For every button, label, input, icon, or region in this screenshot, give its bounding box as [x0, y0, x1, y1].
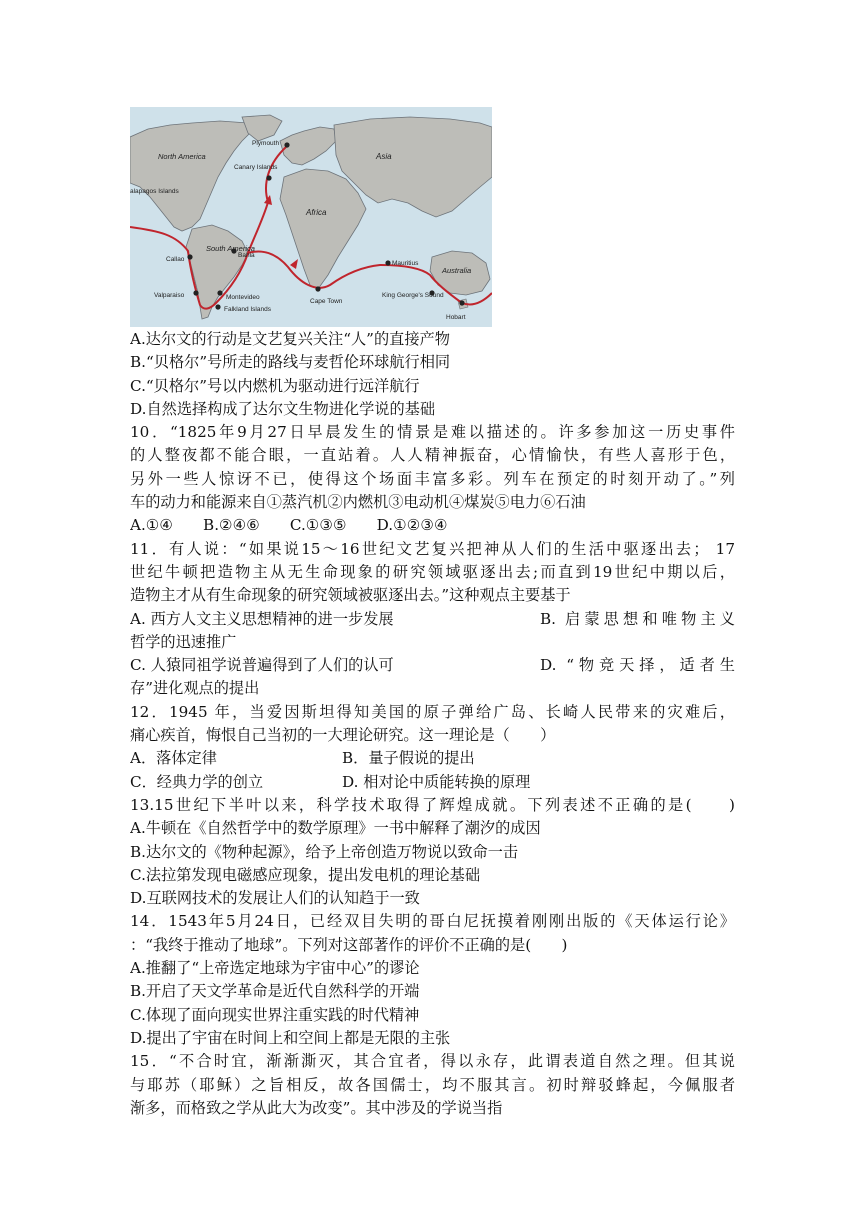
- stop-mauritius: [385, 260, 390, 265]
- q11-stem-line: 世纪牛顿把造物主从无生命现象的研究领域驱逐出去;而直到19世纪中期以后，: [130, 562, 735, 581]
- stop-hobart: [459, 300, 464, 305]
- label-montevideo: Montevideo: [226, 294, 260, 301]
- q9-option-d: D.自然选择构成了达尔文生物进化学说的基础: [130, 399, 436, 418]
- q15-stem-line: 与耶苏（耶稣）之旨相反，故各国儒士，均不服其言。初时辩驳蜂起，今佩服者: [130, 1075, 735, 1094]
- q11-options-row: [130, 608, 735, 631]
- label-valparaiso: Valparaiso: [154, 292, 185, 299]
- q13-option-d: D.互联网技术的发展让人们的认知趋于一致: [130, 889, 420, 908]
- q12-option-c: C．经典力学的创立: [130, 772, 264, 791]
- q14-option-b: B.开启了天文学革命是近代自然科学的开端: [130, 982, 420, 1001]
- q13-stem-line: 13.15世纪下半叶以来，科学技术取得了辉煌成就。下列表述不正确的是( ): [130, 795, 735, 814]
- q12-option-b: B．量子假说的提出: [342, 749, 475, 768]
- q15-stem-line: 渐多，而格致之学从此大为改变”。其中涉及的学说当指: [130, 1098, 503, 1117]
- q13-option-a: A.牛顿在《自然哲学中的数学原理》一书中解释了潮汐的成因: [130, 819, 541, 838]
- question-text: [130, 328, 735, 1120]
- stop-canary: [266, 175, 271, 180]
- q10-stem-line: 车的动力和能源来自①蒸汽机②内燃机③电动机④煤炭⑤电力⑥石油: [130, 493, 586, 512]
- q12-option-a: A．落体定律: [130, 749, 217, 768]
- stop-callao: [187, 254, 192, 259]
- label-asia: Asia: [376, 152, 392, 161]
- stop-montevideo: [217, 290, 222, 295]
- q11-stem-line: 造物主才从有生命现象的研究领域被驱逐出去。”这种观点主要基于: [130, 586, 571, 605]
- q11-option-b-cont: 哲学的迅速推广: [130, 632, 237, 651]
- label-galapagos: alapagos Islands: [130, 188, 179, 195]
- q12-stem-line: 12．1945 年，当爱因斯坦得知美国的原子弹给广岛、长崎人民带来的灾难后，: [130, 702, 735, 721]
- q10-stem-line: 另外一些人惊讶不已，使得这个场面丰富多彩。列车在预定的时刻开动了。”列: [130, 469, 735, 488]
- stop-plymouth: [284, 142, 289, 147]
- q9-option-a: A.达尔文的行动是文艺复兴关注“人”的直接产物: [130, 330, 450, 348]
- q12-option-d: D. 相对论中质能转换的原理: [342, 772, 531, 791]
- label-plymouth: Plymouth: [252, 140, 280, 147]
- q14-option-c: C.体现了面向现实世界注重实践的时代精神: [130, 1005, 420, 1024]
- q10-option-b: B.②④⑥: [203, 516, 260, 535]
- q12-options: [130, 747, 735, 770]
- q13-option-c: C.法拉第发现电磁感应现象，提出发电机的理论基础: [130, 865, 481, 884]
- q9-option-c: C.“贝格尔”号以内燃机为驱动进行远洋航行: [130, 376, 420, 395]
- q11-option-a: A. 西方人文主义思想精神的进一步发展: [130, 609, 394, 628]
- q15-stem-line: 15．“不合时宜，渐渐澌灭，其合宜者，得以永存，此谓表道自然之理。但其说: [130, 1052, 735, 1071]
- q11-options-row: [130, 654, 735, 677]
- label-north-america: North America: [158, 152, 206, 161]
- q10-option-d: D.①②③④: [376, 516, 448, 535]
- stop-falkland: [215, 304, 220, 309]
- stop-capetown: [315, 286, 320, 291]
- q14-stem-line: ：“我终于推动了地球”。下列对这部著作的评价不正确的是( ): [130, 935, 568, 954]
- q9-option-b: B.“贝格尔”号所走的路线与麦哲伦环球航行相同: [130, 353, 451, 372]
- q10-stem-line: 的人整夜都不能合眼，一直站着。人人精神振奋，心情愉快，有些人喜形于色，: [130, 446, 735, 465]
- q11-option-c: C. 人猿同祖学说普遍得到了人们的认可: [130, 656, 394, 675]
- label-bahia: Bahia: [238, 252, 255, 259]
- q11-option-b: B. 启蒙思想和唯物主义: [540, 609, 735, 628]
- label-canary: Canary Islands: [234, 164, 278, 171]
- label-callao: Callao: [166, 256, 185, 263]
- label-australia: Australia: [442, 266, 472, 275]
- q11-option-d: D. “物竞天择，适者生: [540, 656, 735, 675]
- q14-option-a: A.推翻了“上帝选定地球为宇宙中心”的谬论: [130, 959, 420, 978]
- stop-valparaiso: [193, 290, 198, 295]
- q14-stem-line: 14．1543年5月24日，已经双目失明的哥白尼抚摸着刚刚出版的《天体运行论》: [130, 912, 735, 931]
- label-africa: Africa: [306, 208, 327, 217]
- label-south-america: South America: [206, 244, 255, 253]
- q10-options: [130, 514, 735, 537]
- label-kinggeorge: King George's Sound: [382, 292, 444, 299]
- q12-options: [130, 771, 735, 794]
- q10-option-c: C.①③⑤: [289, 516, 347, 535]
- label-capetown: Cape Town: [310, 298, 343, 305]
- q13-option-b: B.达尔文的《物种起源》，给予上帝创造万物说以致命一击: [130, 842, 519, 861]
- q12-stem-line: 痛心疾首，悔恨自己当初的一大理论研究。这一理论是（ ）: [130, 726, 556, 745]
- q14-option-d: D.提出了宇宙在时间上和空间上都是无限的主张: [130, 1028, 451, 1047]
- q10-option-a: A.①④: [130, 516, 174, 535]
- q11-option-d-cont: 存”进化观点的提出: [130, 679, 260, 698]
- q10-stem-line: 10．“1825年9月27日早晨发生的情景是难以描述的。许多参加这一历史事件: [130, 423, 735, 442]
- q11-stem-line: 11．有人说：“如果说15～16世纪文艺复兴把神从人们的生活中驱逐出去； 17: [130, 539, 735, 558]
- label-mauritius: Mauritius: [392, 260, 419, 267]
- label-falkland: Falkland Islands: [224, 306, 271, 313]
- voyage-map: [130, 107, 492, 327]
- label-hobart: Hobart: [446, 314, 466, 321]
